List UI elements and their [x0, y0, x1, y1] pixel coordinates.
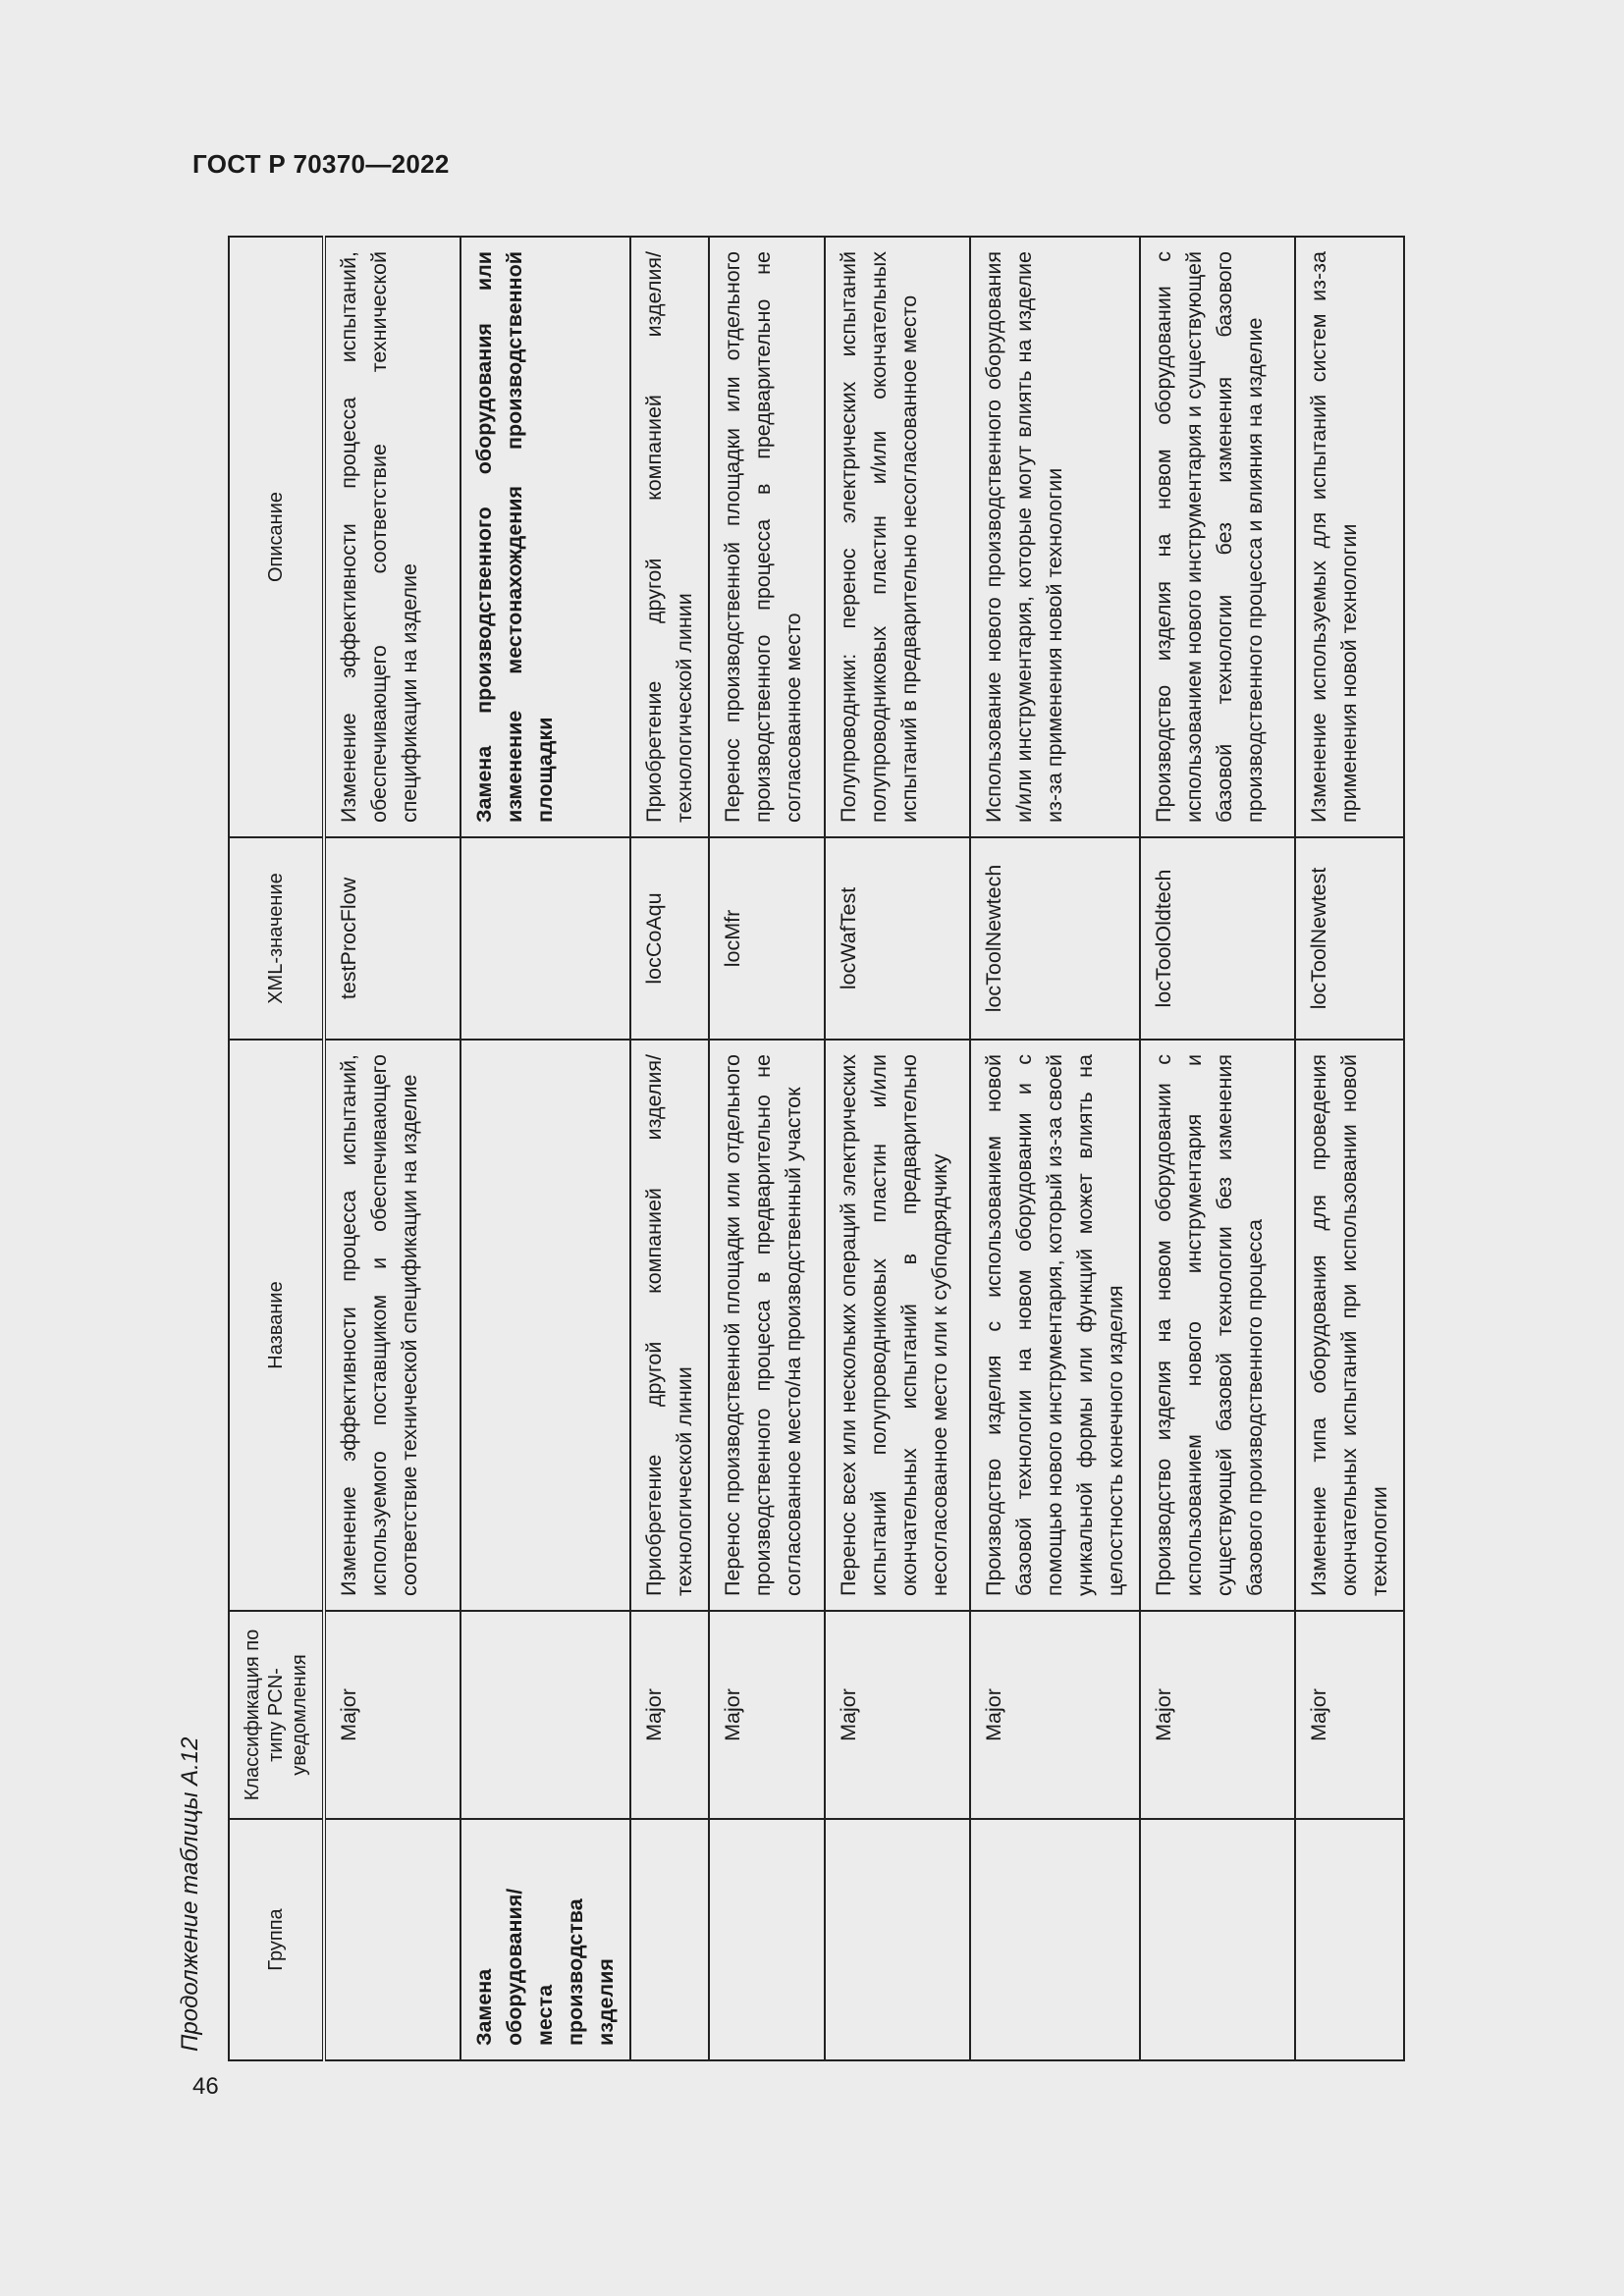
- cell-description: Замена производственного оборудования или изменение местонахождения производственной площадки: [460, 237, 630, 837]
- cell-classification: Major: [825, 1611, 970, 1819]
- cell-group: [825, 1819, 970, 2060]
- page-number: 46: [192, 2073, 219, 2100]
- table-row: [324, 237, 460, 2060]
- cell-name: Изменение типа оборудования для проведения окончательных испытаний при использовании новой технологии: [1295, 1040, 1404, 1611]
- column-header-name: Название: [229, 1040, 324, 1611]
- cell-description: Изменение эффективности процесса испытаний, обеспечивающего соответствие технической спецификации на изделие: [324, 237, 460, 837]
- cell-classification: Major: [709, 1611, 825, 1819]
- cell-xml: locCoAqu: [630, 837, 709, 1040]
- cell-description: Изменение используемых для испытаний систем из-за применения новой технологии: [1295, 237, 1404, 837]
- cell-name: Приобретение другой компанией изделия/технологической линии: [630, 1040, 709, 1611]
- cell-classification: Major: [1140, 1611, 1295, 1819]
- column-header-group: Группа: [229, 1819, 324, 2060]
- pcn-table: [228, 236, 1405, 2061]
- table-row: [1295, 237, 1404, 2060]
- table-row: [825, 237, 970, 2060]
- cell-classification: Major: [1295, 1611, 1404, 1819]
- cell-xml: locToolNewtech: [970, 837, 1140, 1040]
- table-header-row: [229, 237, 324, 2060]
- cell-group: [1140, 1819, 1295, 2060]
- cell-name: Производство изделия с использованием новой базовой технологии на новом оборудовании и с помощью нового инструментария, который из-за своей уникальной формы или функций может влиять на целостность конечного изделия: [970, 1040, 1140, 1611]
- table-row-group-heading: [460, 237, 630, 2060]
- document-title: ГОСТ Р 70370—2022: [192, 149, 450, 179]
- table-row: [1140, 237, 1295, 2060]
- cell-name: Производство изделия на новом оборудовании с использованием нового инструментария и существующей базовой технологии без изменения базового производственного процесса: [1140, 1040, 1295, 1611]
- cell-description: Приобретение другой компанией изделия/технологической линии: [630, 237, 709, 837]
- column-header-description: Описание: [229, 237, 324, 837]
- table-row: [709, 237, 825, 2060]
- cell-description: Перенос производственной площадки или отдельного производственного процесса в предварительно не согласованное место: [709, 237, 825, 837]
- cell-xml: [460, 837, 630, 1040]
- cell-xml: locWafTest: [825, 837, 970, 1040]
- cell-group: [709, 1819, 825, 2060]
- cell-group: [630, 1819, 709, 2060]
- cell-group: [970, 1819, 1140, 2060]
- cell-description: Полупроводники: перенос электрических испытаний полупроводниковых пластин и/или окончательных испытаний в предварительно несогласованное место: [825, 237, 970, 837]
- cell-xml: testProcFlow: [324, 837, 460, 1040]
- cell-xml: locToolOldtech: [1140, 837, 1295, 1040]
- table-row: [970, 237, 1140, 2060]
- cell-xml: locMfr: [709, 837, 825, 1040]
- rotated-table-block: [177, 216, 1434, 2061]
- cell-name: Изменение эффективности процесса испытаний, используемого поставщиком и обеспечивающего соответствие технической спецификации на изделие: [324, 1040, 460, 1611]
- cell-name: [460, 1040, 630, 1611]
- cell-group: Замена оборудования/ места производства изделия: [460, 1819, 630, 2060]
- cell-description: Производство изделия на новом оборудовании с использованием нового инструментария и существующей базовой технологии без изменения базового производственного процесса и влияния на изделие: [1140, 237, 1295, 837]
- cell-description: Использование нового производственного оборудования и/или инструментария, которые могут влиять на изделие из-за применения новой технологии: [970, 237, 1140, 837]
- cell-name: Перенос всех или нескольких операций электрических испытаний полупроводниковых пластин и/или окончательных испытаний в предварительно несогласованное место или к субподрядчику: [825, 1040, 970, 1611]
- cell-classification: [460, 1611, 630, 1819]
- cell-classification: Major: [324, 1611, 460, 1819]
- cell-xml: locToolNewtest: [1295, 837, 1404, 1040]
- table-row: [630, 237, 709, 2060]
- cell-group: [324, 1819, 460, 2060]
- cell-group: [1295, 1819, 1404, 2060]
- table-caption: Продолжение таблицы А.12: [177, 1736, 203, 2052]
- column-header-xml: XML-значение: [229, 837, 324, 1040]
- cell-name: Перенос производственной площадки или отдельного производственного процесса в предварительно не согласованное место/на производственный участок: [709, 1040, 825, 1611]
- cell-classification: Major: [970, 1611, 1140, 1819]
- column-header-classification: Классификация по типу PCN-уведомления: [229, 1611, 324, 1819]
- cell-classification: Major: [630, 1611, 709, 1819]
